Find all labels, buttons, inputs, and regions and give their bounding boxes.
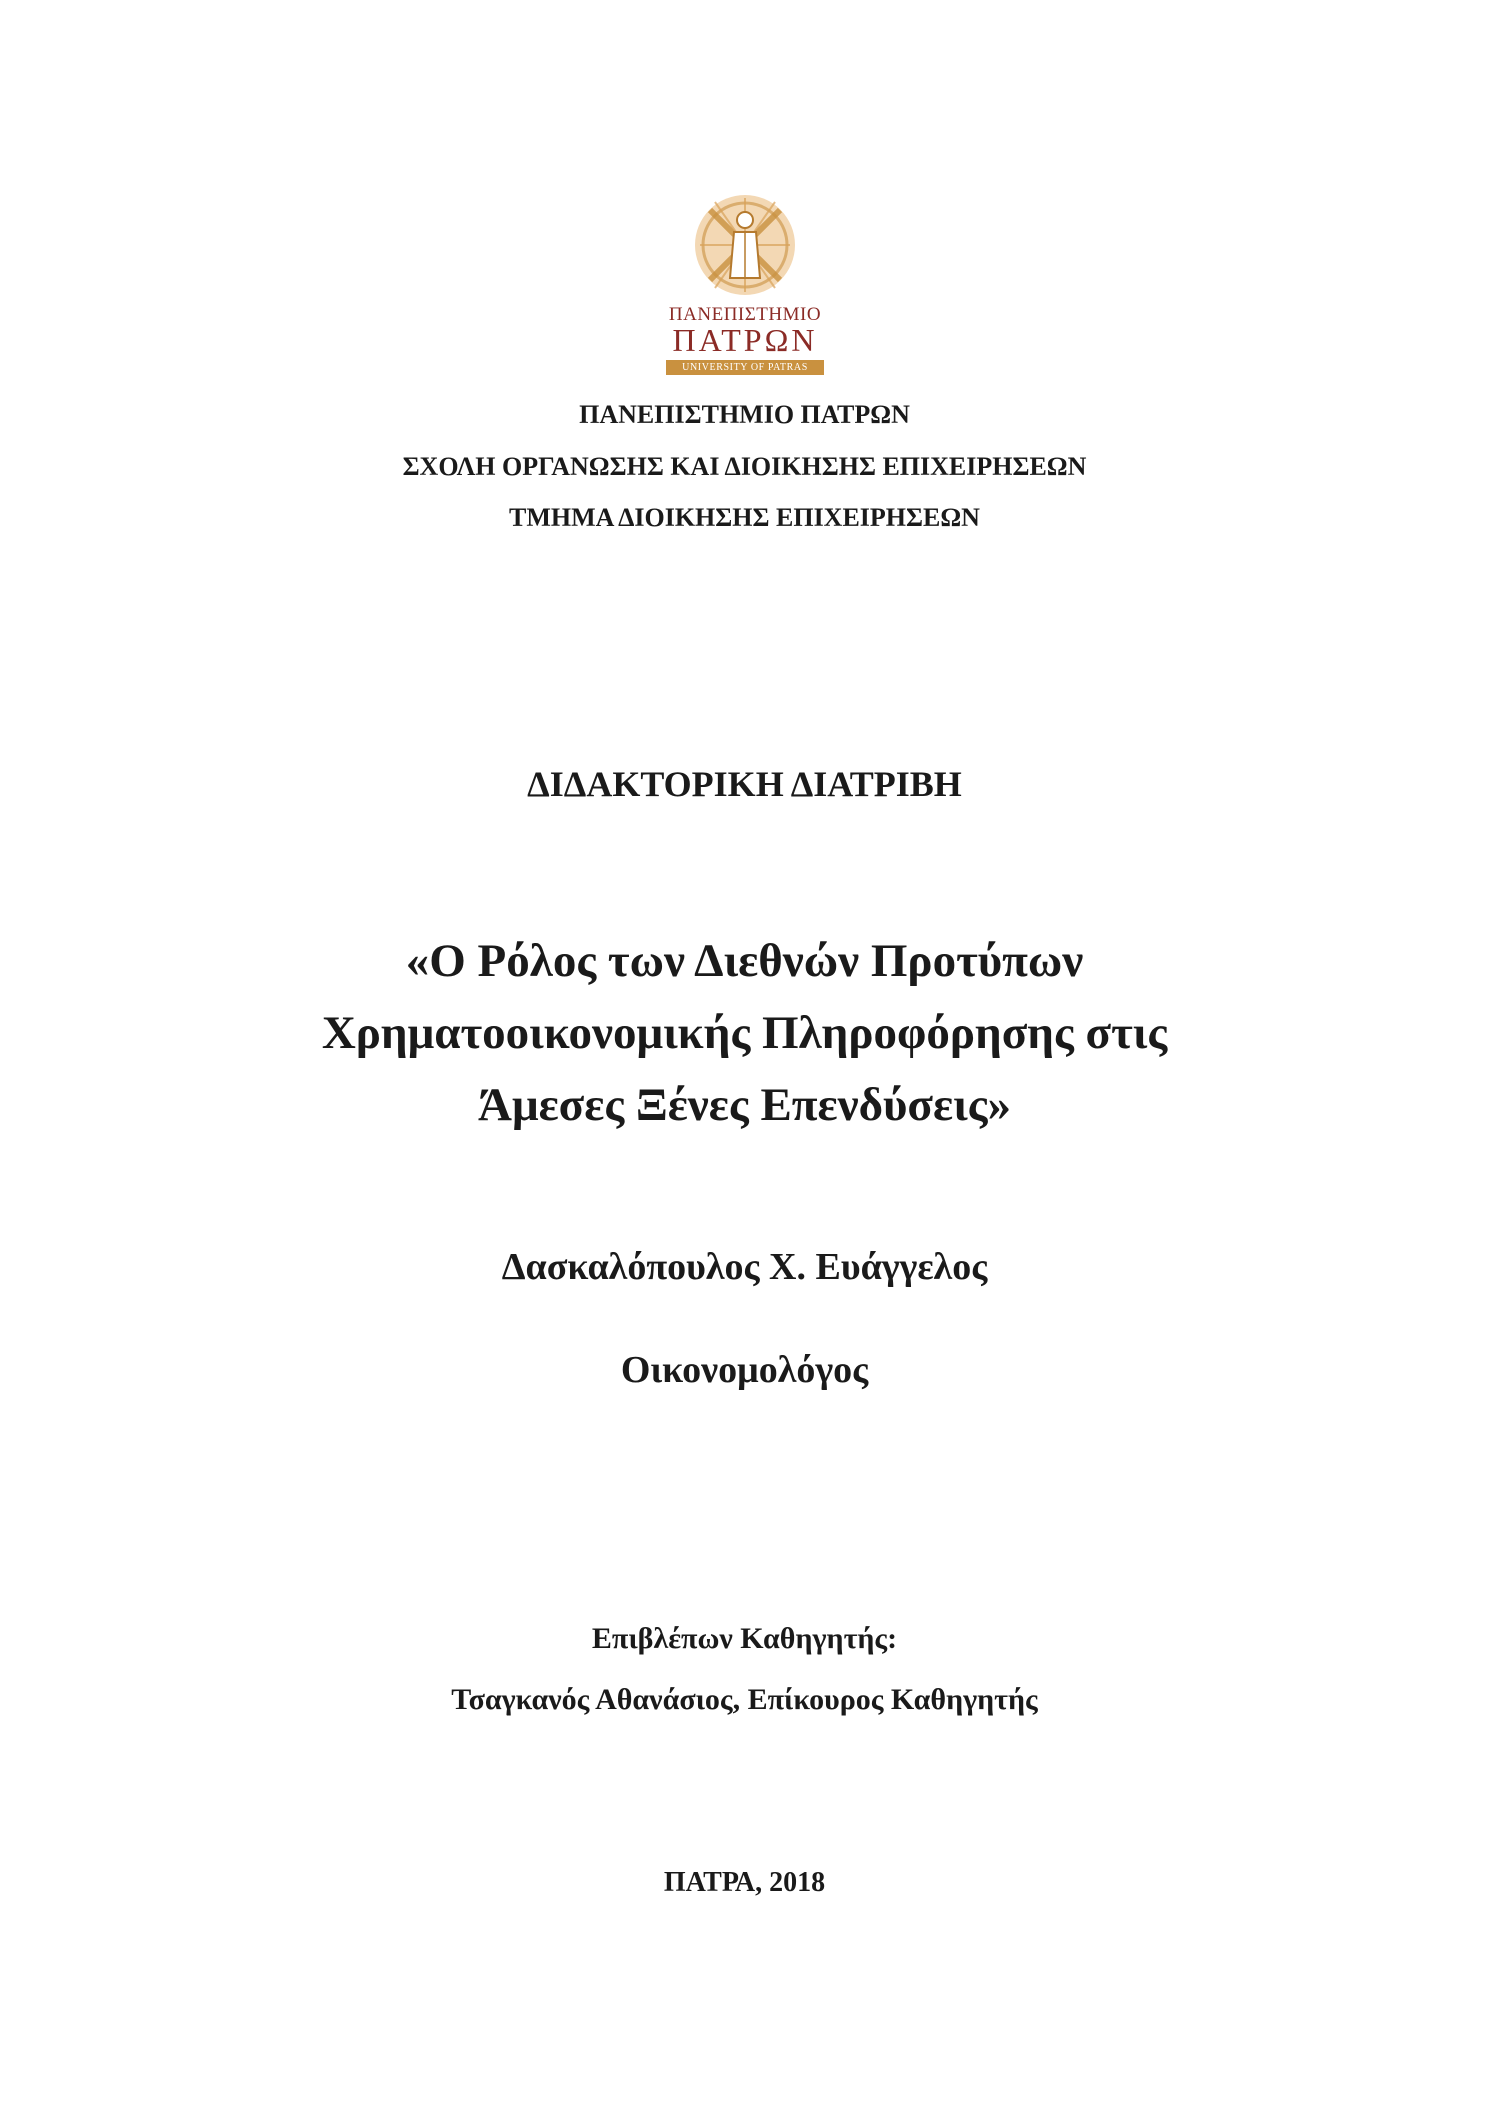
thesis-title [0, 925, 1489, 1141]
school-name: ΣΧΟΛΗ ΟΡΓΑΝΩΣΗΣ ΚΑΙ ΔΙΟΙΚΗΣΗΣ ΕΠΙΧΕΙΡΗΣΕΩΝ [402, 452, 1087, 481]
department-name: ΤΜΗΜΑ ΔΙΟΙΚΗΣΗΣ ΕΠΙΧΕΙΡΗΣΕΩΝ [509, 503, 980, 532]
logo-name-line1: ΠΑΝΕΠΙΣΤΗΜΙΟ [668, 304, 822, 325]
place-date: ΠΑΤΡΑ, 2018 [663, 1867, 826, 1898]
author-profession: Οικονομολόγος [620, 1349, 869, 1391]
university-name: ΠΑΝΕΠΙΣΤΗΜΙΟ ΠΑΤΡΩΝ [579, 400, 910, 429]
logo-name-line2: ΠΑΤΡΩΝ [672, 322, 818, 358]
thesis-title-line: «Ο Ρόλος των Διεθνών Προτύπων [405, 935, 1084, 987]
supervisor-name: Τσαγκανός Αθανάσιος, Επίκουρος Καθηγητής [451, 1683, 1038, 1716]
thesis-title-line: Χρηματοοικονομικής Πληροφόρησης στις [321, 1007, 1168, 1059]
document-type: ΔΙΔΑΚΤΟΡΙΚΗ ΔΙΑΤΡΙΒΗ [527, 764, 962, 804]
author-name: Δασκαλόπουλος Χ. Ευάγγελος [501, 1246, 988, 1288]
university-logo [660, 190, 830, 375]
thesis-title-line: Άμεσες Ξένες Επενδύσεις» [478, 1079, 1011, 1131]
logo-band-text: UNIVERSITY OF PATRAS [666, 360, 824, 375]
supervisor-label: Επιβλέπων Καθηγητής: [591, 1622, 898, 1655]
university-seal-icon [690, 190, 800, 300]
